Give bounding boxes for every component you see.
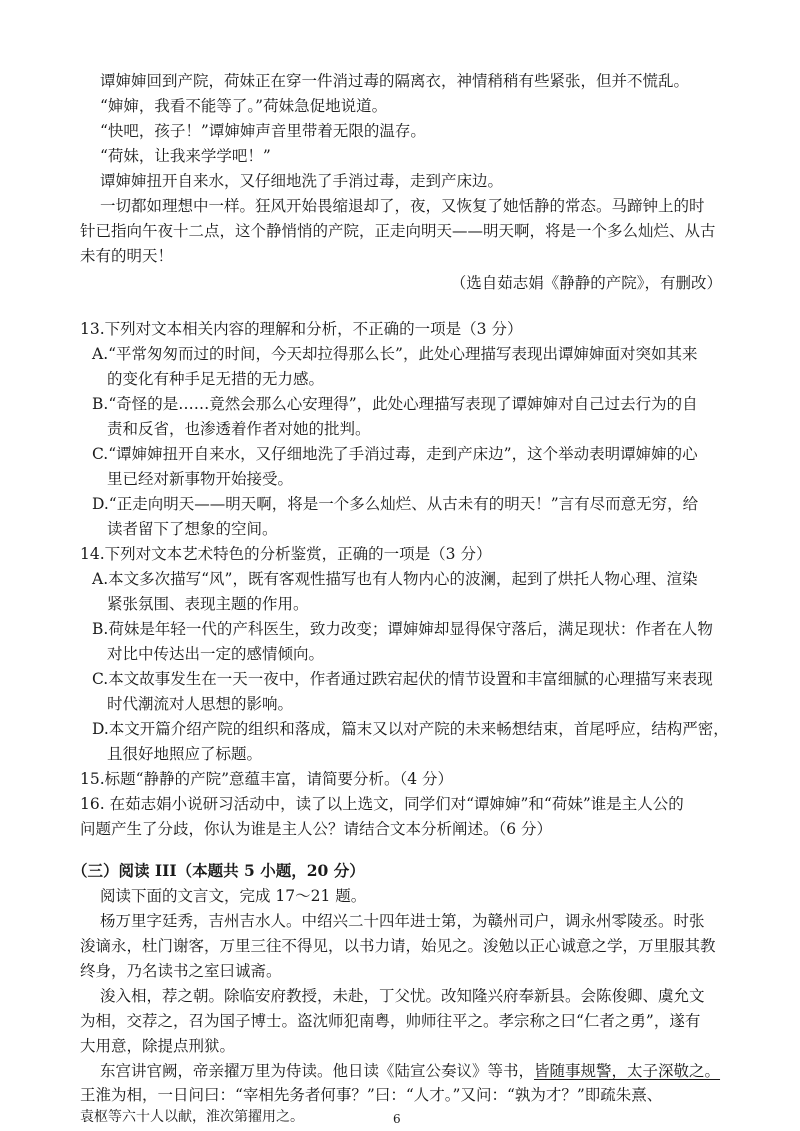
passage-line: 一切都如理想中一样。狂风开始畏缩退却了，夜，又恢复了她恬静的常态。马蹄钟上的时: [100, 197, 705, 215]
passage-line: 谭婶婶回到产院，荷妹正在穿一件消过毒的隔离衣，神情稍稍有些紧张，但并不慌乱。: [100, 72, 690, 90]
q13-option-d-cont: 读者留下了想象的空间。: [107, 520, 278, 538]
q14-option-c: C.本文故事发生在一天一夜中，作者通过跌宕起伏的情节设置和丰富细腻的心理描写来表现: [92, 670, 713, 688]
question-14-stem: 14.下列对文本艺术特色的分析鉴赏，正确的一项是（3 分）: [80, 545, 492, 563]
q14-option-a-cont: 紧张氛围、表现主题的作用。: [107, 595, 309, 613]
q14-option-a: A.本文多次描写“风”，既有客观性描写也有人物内心的波澜，起到了烘托人物心理、渲染: [92, 570, 698, 588]
classical-line: 终身，乃名读书之室曰诚斋。: [80, 962, 282, 980]
section-heading: （三）阅读 III（本题共 5 小题，20 分）: [72, 861, 365, 880]
q13-option-b-cont: 责和反省，也渗透着作者对她的批判。: [107, 420, 371, 438]
q13-option-c: C.“谭婶婶扭开自来水，又仔细地洗了手消过毒，走到产床边”，这个举动表明谭婶婶的心: [92, 445, 698, 463]
question-16-stem-cont: 问题产生了分歧，你认为谁是主人公？请结合文本分析阐述。（6 分）: [80, 820, 553, 838]
classical-line: 浚谪永，杜门谢客，万里三往不得见，以书力请，始见之。浚勉以正心诚意之学，万里服其教: [80, 937, 716, 955]
classical-line: 杨万里字廷秀，吉州吉水人。中绍兴二十四年进士第，为赣州司户，调永州零陵丞。时张: [100, 912, 705, 930]
q14-option-b-cont: 对比中传达出一定的感情倾向。: [107, 645, 325, 663]
section-instruction: 阅读下面的文言文，完成 17～21 题。: [100, 887, 367, 905]
passage-line: “婶婶，我看不能等了。”荷妹急促地说道。: [100, 97, 388, 115]
question-15-stem: 15.标题“静静的产院”意蕴丰富，请简要分析。（4 分）: [80, 770, 454, 788]
q14-option-d: D.本文开篇介绍产院的组织和落成，篇末又以对产院的未来畅想结束，首尾呼应，结构严密，: [92, 720, 729, 738]
passage-line: 针已指向午夜十二点，这个静悄悄的产院，正走向明天——明天啊，将是一个多么灿烂、从古: [80, 222, 716, 240]
q13-option-c-cont: 里已经对新事物开始接受。: [107, 470, 294, 488]
question-16-stem: 16. 在茹志娟小说研习活动中，读了以上选文，同学们对“谭婶婶”和“荷妹”谁是主人公的: [80, 795, 684, 813]
classical-line: 袁枢等六十人以献，淮次第擢用之。: [80, 1109, 304, 1125]
underlined-sentence: 皆随事规警，太子深敬之。: [534, 1062, 721, 1080]
passage-line: “荷妹，让我来学学吧！”: [100, 147, 271, 165]
q13-option-a: A.“平常匆匆而过的时间，今天却拉得那么长”，此处心理描写表现出谭婶婶面对突如其来: [92, 345, 698, 363]
passage-source: （选自茹志娟《静静的产院》，有删改）: [450, 274, 722, 292]
classical-text: 东宫讲官阙，帝亲擢万里为侍读。他日读《陆宣公奏议》等书，: [100, 1062, 535, 1080]
q14-option-c-cont: 时代潮流对人思想的影响。: [107, 695, 294, 713]
classical-line: 浚入相，荐之朝。除临安府教授，未赴，丁父忧。改知隆兴府奉新县。会陈俊卿、虞允文: [100, 987, 705, 1005]
q14-option-d-cont: 且很好地照应了标题。: [107, 745, 263, 763]
q13-option-a-cont: 的变化有种手足无措的无力感。: [107, 370, 325, 388]
page-number: 6: [393, 1112, 401, 1126]
passage-line: 未有的明天！: [80, 247, 174, 265]
classical-line: [100, 1060, 720, 1082]
passage-line: 谭婶婶扭开自来水，又仔细地洗了手消过毒，走到产床边。: [100, 172, 504, 190]
classical-line: 王淮为相，一日问曰：“宰相先务者何事？”曰：“人才。”又问：“孰为才？”即疏朱熹、: [80, 1086, 663, 1104]
passage-line: “快吧，孩子！”谭婶婶声音里带着无限的温存。: [100, 122, 426, 140]
classical-line: 大用意，除提点刑狱。: [80, 1037, 236, 1055]
q14-option-b: B.荷妹是年轻一代的产科医生，致力改变；谭婶婶却显得保守落后，满足现状：作者在人物: [92, 620, 713, 638]
question-13-stem: 13.下列对文本相关内容的理解和分析，不正确的一项是（3 分）: [80, 320, 523, 338]
classical-line: 为相，交荐之，召为国子博士。盗沈师犯南粤，帅师往平之。孝宗称之曰“仁者之勇”，遂有: [80, 1012, 701, 1030]
q13-option-d: D.“正走向明天——明天啊，将是一个多么灿烂、从古未有的明天！”言有尽而意无穷，给: [92, 495, 699, 513]
q13-option-b: B.“奇怪的是……竟然会那么心安理得”，此处心理描写表现了谭婶婶对自己过去行为的自: [92, 395, 698, 413]
